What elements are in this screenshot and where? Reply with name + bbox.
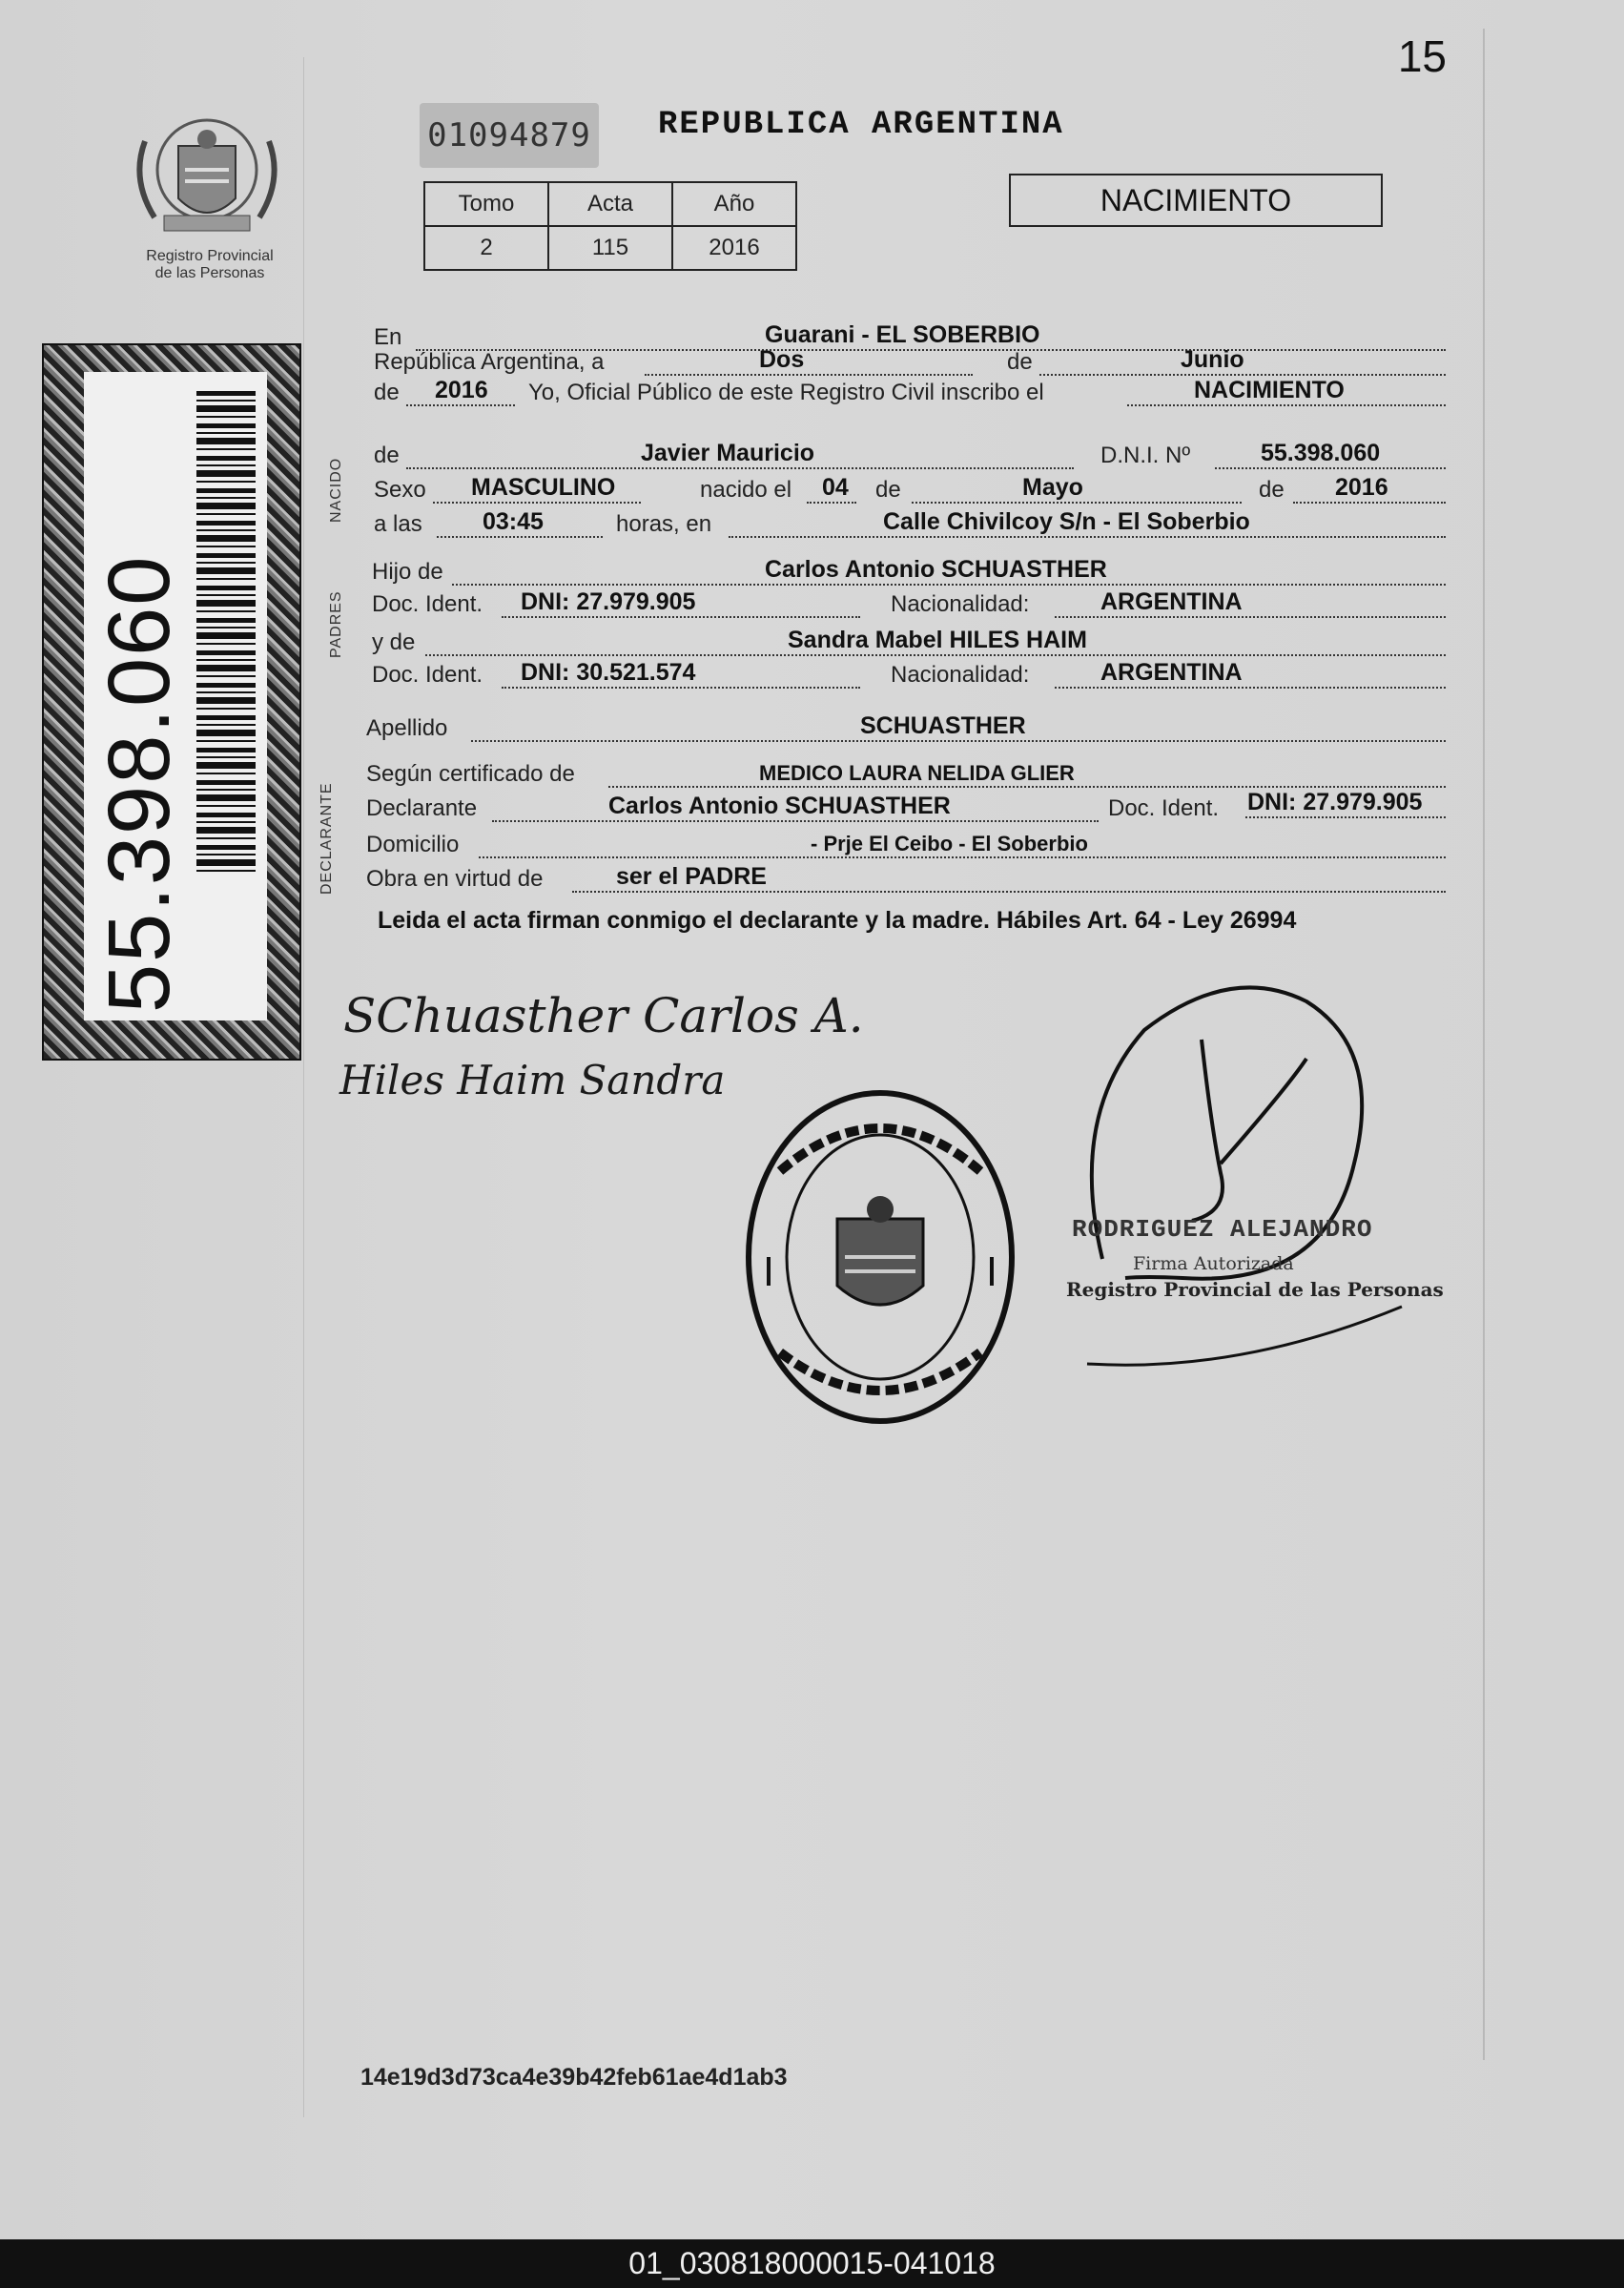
inscribo-text: Yo, Oficial Público de este Registro Civil inscribo el <box>528 380 1044 405</box>
row-padre-doc <box>372 587 1446 622</box>
declarant-signature: SChuasther Carlos A. <box>343 988 864 1043</box>
registry-seal-icon <box>742 1066 1018 1429</box>
row-domicilio <box>366 828 1446 862</box>
birth-place-value: Calle Chivilcoy S/n - El Soberbio <box>883 508 1250 535</box>
mother-name-value: Sandra Mabel HILES HAIM <box>788 627 1087 653</box>
declarant-doc-label: Doc. Ident. <box>1108 795 1220 821</box>
row-apellido <box>366 711 1446 746</box>
declarant-dni-value: DNI: 27.979.905 <box>1247 789 1423 815</box>
mother-nationality-label: Nacionalidad: <box>891 662 1030 688</box>
alas-label: a las <box>374 511 422 537</box>
side-label-padres: PADRES <box>328 590 344 658</box>
row-padre <box>372 555 1446 589</box>
document-hash: 14e19d3d73ca4e39b42feb61ae4d1ab3 <box>360 2064 788 2091</box>
birth-month-value: Mayo <box>1022 474 1083 501</box>
row-hora <box>372 507 1446 542</box>
dni-label: D.N.I. Nº <box>1100 443 1191 468</box>
father-dni-value: DNI: 27.979.905 <box>521 588 696 615</box>
row-inscribo <box>372 376 1446 410</box>
father-name-value: Carlos Antonio SCHUASTHER <box>765 556 1107 583</box>
record-type-box: NACIMIENTO <box>1009 174 1383 227</box>
birth-de2-label: de <box>1259 477 1285 503</box>
barcode-number: 55.398.060 <box>91 554 188 1013</box>
father-nationality-label: Nacionalidad: <box>891 591 1030 617</box>
side-label-declarante: DECLARANTE <box>319 782 335 895</box>
apellido-label: Apellido <box>366 715 448 741</box>
row-declarante <box>366 789 1446 826</box>
birth-time-value: 03:45 <box>483 508 544 535</box>
sexo-label: Sexo <box>374 477 426 503</box>
day-value: Dos <box>759 346 805 373</box>
official-name: RODRIGUEZ ALEJANDRO <box>1072 1215 1373 1244</box>
place-value: Guarani - EL SOBERBIO <box>765 321 1040 348</box>
tomo-value: 2 <box>424 226 548 270</box>
serial-number-stamp: 01094879 <box>420 103 599 168</box>
provincial-emblem-icon <box>126 103 288 246</box>
volume-record-year-table <box>423 181 797 271</box>
page-number: 15 <box>1397 31 1447 81</box>
official-title: Firma Autorizada <box>1133 1253 1294 1274</box>
mother-dni-value: DNI: 30.521.574 <box>521 659 696 686</box>
certificate-value: MEDICO LAURA NELIDA GLIER <box>759 761 1075 785</box>
year-value: 2016 <box>435 377 488 403</box>
declarante-label: Declarante <box>366 795 478 821</box>
emblem-caption-line2: de las Personas <box>154 265 265 281</box>
row-certificado <box>366 757 1446 792</box>
col-anio-header: Año <box>672 182 796 226</box>
official-signature-icon <box>1068 973 1430 1373</box>
segun-label: Según certificado de <box>366 761 575 787</box>
address-value: - Prje El Ceibo - El Soberbio <box>811 832 1088 855</box>
surname-value: SCHUASTHER <box>860 712 1026 739</box>
row-madre-doc <box>372 658 1446 692</box>
barcode-label <box>84 372 267 1020</box>
domicilio-label: Domicilio <box>366 832 460 857</box>
side-label-nacido: NACIDO <box>328 457 344 523</box>
acta-value: 115 <box>548 226 672 270</box>
row-sexo <box>372 473 1446 507</box>
country-title: REPUBLICA ARGENTINA <box>658 107 1064 143</box>
fold-line <box>303 57 304 2117</box>
emblem-caption-line1: Registro Provincial <box>146 248 274 264</box>
child-dni-value: 55.398.060 <box>1261 440 1381 466</box>
dotted-line <box>645 345 973 376</box>
inscribo-value: NACIMIENTO <box>1194 377 1345 403</box>
obra-label: Obra en virtud de <box>366 866 544 892</box>
official-office: Registro Provincial de las Personas <box>1066 1278 1444 1301</box>
birth-day-value: 04 <box>822 474 849 501</box>
mother-signature: Hiles Haim Sandra <box>339 1057 726 1103</box>
barcode-bars <box>196 391 256 877</box>
row-madre <box>372 626 1446 660</box>
birth-de-label: de <box>875 477 901 503</box>
scan-footer-id: 01_030818000015-041018 <box>0 2239 1624 2288</box>
closing-statement: Leida el acta firman conmigo el declarante y la madre. Hábiles Art. 64 - Ley 26994 <box>378 907 1297 934</box>
de-name-label: de <box>374 443 400 468</box>
yde-label: y de <box>372 629 416 655</box>
col-acta-header: Acta <box>548 182 672 226</box>
nacido-label: nacido el <box>700 477 792 503</box>
anio-value: 2016 <box>672 226 796 270</box>
emblem-caption <box>114 248 305 282</box>
month-value: Junio <box>1181 346 1244 373</box>
dotted-line <box>1245 788 1446 818</box>
de-year-label: de <box>374 380 400 405</box>
margin-line <box>1483 29 1485 2060</box>
birth-year-value: 2016 <box>1335 474 1388 501</box>
de-label: de <box>1007 349 1033 375</box>
horas-label: horas, en <box>616 511 712 537</box>
father-nationality-value: ARGENTINA <box>1100 588 1243 615</box>
row-nombre <box>372 439 1446 473</box>
row-republica <box>372 345 1446 380</box>
reason-value: ser el PADRE <box>616 863 767 890</box>
republica-label: República Argentina, a <box>374 349 605 375</box>
mother-nationality-value: ARGENTINA <box>1100 659 1243 686</box>
row-obra <box>366 862 1446 897</box>
barcode-panel <box>42 343 301 1061</box>
father-doc-label: Doc. Ident. <box>372 591 483 617</box>
col-tomo-header: Tomo <box>424 182 548 226</box>
sex-value: MASCULINO <box>471 474 616 501</box>
hijo-label: Hijo de <box>372 559 443 585</box>
mother-doc-label: Doc. Ident. <box>372 662 483 688</box>
en-label: En <box>374 324 402 350</box>
declarant-name-value: Carlos Antonio SCHUASTHER <box>608 793 951 819</box>
child-name-value: Javier Mauricio <box>641 440 815 466</box>
